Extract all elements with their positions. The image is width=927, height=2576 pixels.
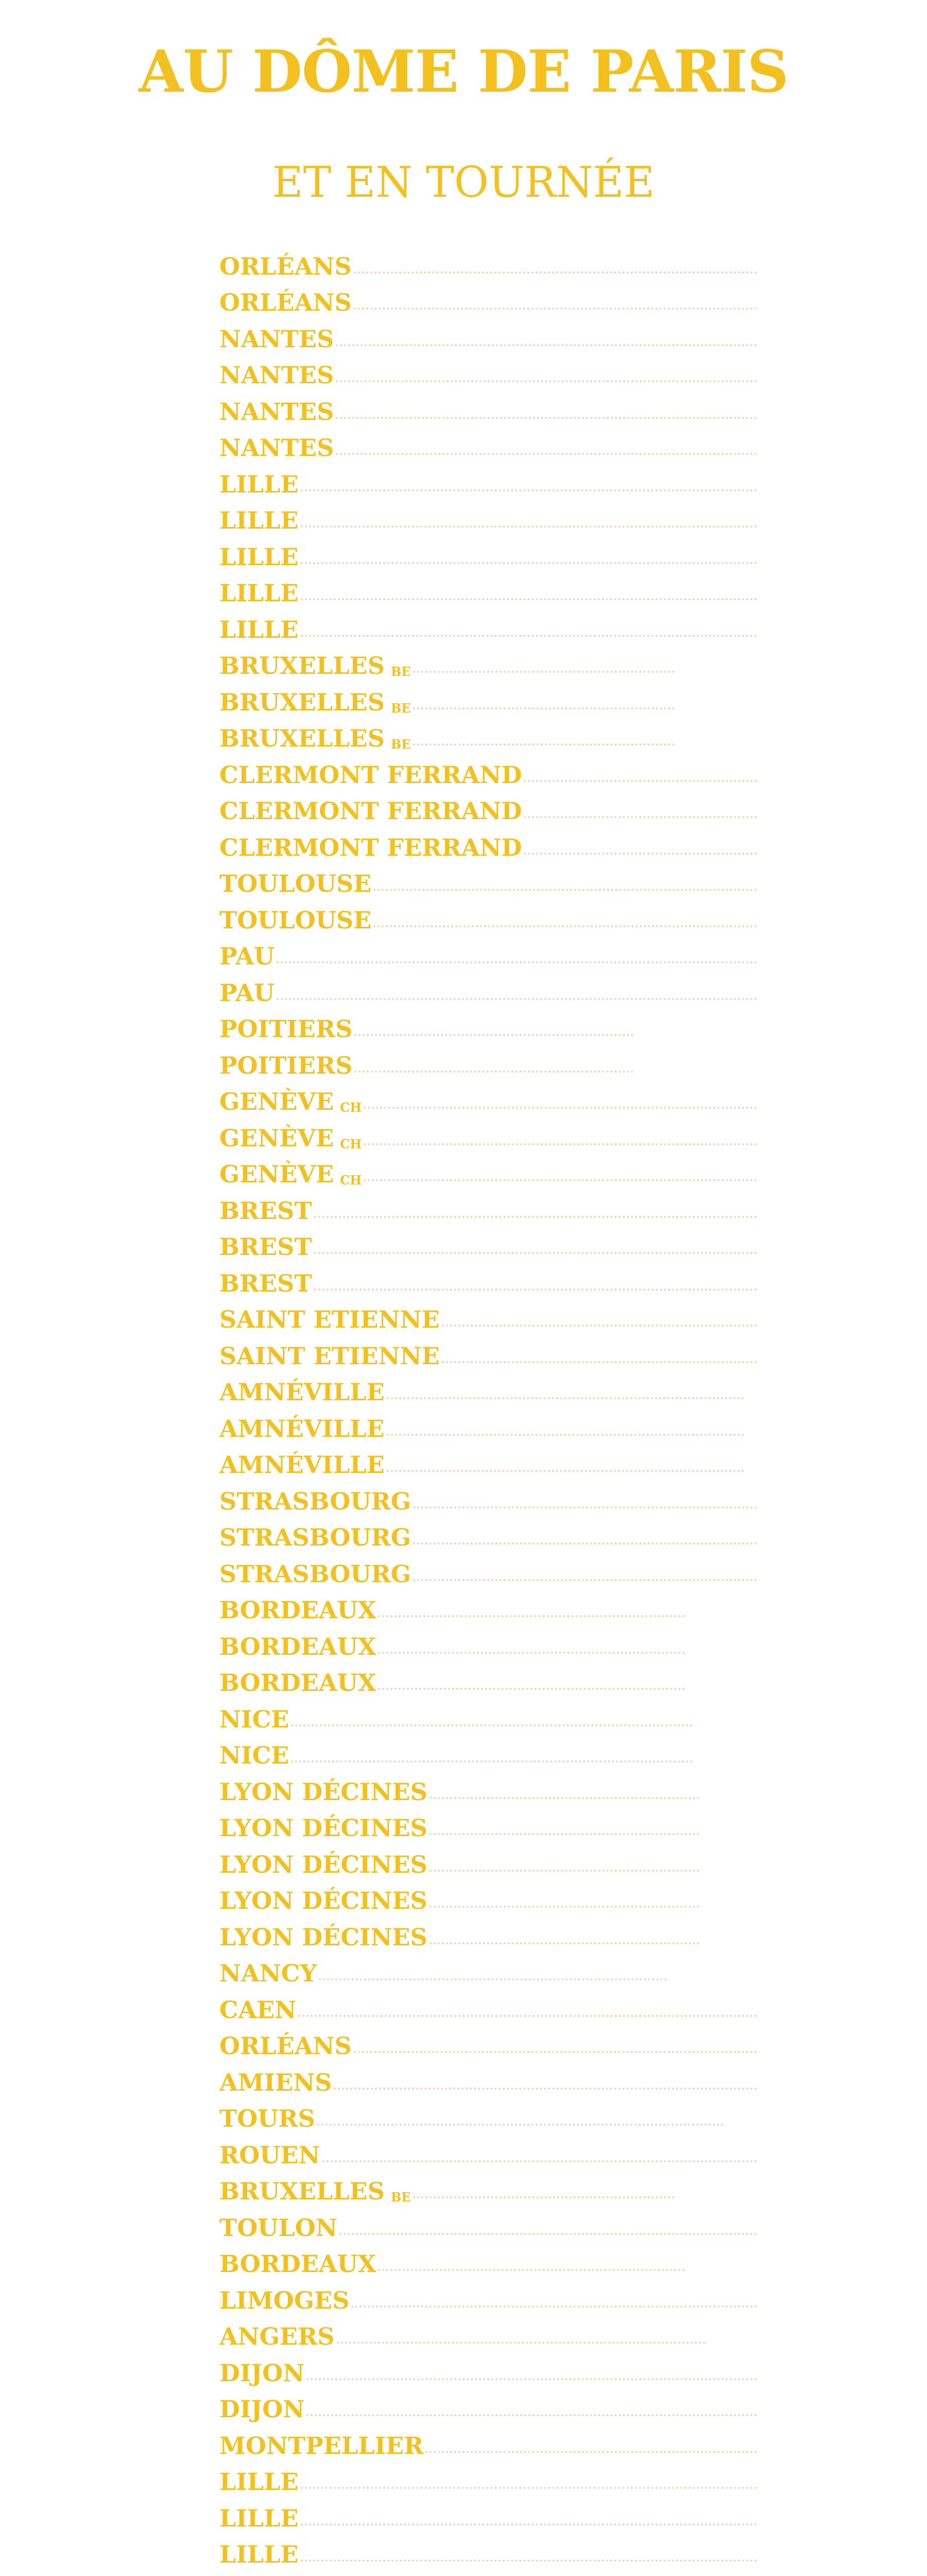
dotted-leader [378, 1652, 685, 1654]
city-name: MONTPELLIER [219, 2431, 424, 2460]
tour-date-row [219, 574, 760, 611]
dotted-leader [291, 1760, 693, 1762]
city-name: DIJON [219, 2395, 305, 2423]
tour-date-row [219, 1301, 760, 1337]
dotted-leader [336, 417, 757, 419]
city-name: TOURS [219, 2105, 315, 2132]
city-name: CLERMONT FERRAND [219, 760, 522, 789]
city-name: LYON DÉCINES [219, 1850, 427, 1878]
tour-date-row [219, 320, 760, 357]
dotted-leader [354, 2051, 757, 2053]
dotted-leader [301, 489, 757, 492]
city-name: ANGERS [219, 2323, 335, 2350]
tour-date-row [219, 1773, 760, 1809]
tour-date-row [219, 538, 760, 574]
city-name: LILLE [219, 2540, 299, 2568]
tour-date-row [219, 2354, 760, 2391]
tour-date-row [219, 1519, 760, 1555]
country-code: BE [390, 2190, 411, 2205]
dotted-leader [413, 1506, 757, 1509]
country-code: BE [390, 700, 411, 716]
dotted-leader [337, 2342, 706, 2344]
dotted-leader [413, 707, 675, 709]
city-name: BRUXELLES [219, 724, 385, 752]
tour-date-row [219, 1264, 760, 1301]
city-name: BORDEAUX [219, 1632, 376, 1660]
tour-date-row [219, 1955, 760, 1991]
dotted-leader [430, 1942, 699, 1944]
tour-date-row [219, 2100, 760, 2137]
city-name: BORDEAUX [219, 1669, 376, 1697]
tour-date-row [219, 865, 760, 902]
dotted-leader [364, 1107, 757, 1109]
city-name: CAEN [219, 1995, 297, 2024]
tour-date-row [219, 2427, 760, 2463]
tour-date-row [219, 2318, 760, 2354]
tour-date-row [219, 2499, 760, 2536]
tour-date-row [219, 2173, 760, 2209]
city-name: LILLE [219, 543, 299, 571]
tour-date-row [219, 1882, 760, 1919]
tour-date-row [219, 1991, 760, 2027]
dotted-leader [430, 1797, 699, 1799]
city-name: TOULOUSE [219, 870, 372, 897]
dotted-leader [430, 1870, 699, 1872]
city-name: NICE [219, 1741, 289, 1769]
city-name: POITIERS [219, 1051, 353, 1079]
city-name: TOULOUSE [219, 906, 372, 934]
city-name: POITIERS [219, 1015, 353, 1043]
city-name: SAINT ETIENNE [219, 1306, 440, 1333]
dotted-leader [291, 1724, 693, 1726]
tour-date-row [219, 429, 760, 466]
dotted-leader [387, 1470, 744, 1472]
city-name: PAU [219, 942, 275, 970]
tour-date-row [219, 1845, 760, 1882]
city-name: BRUXELLES [219, 652, 385, 680]
dotted-leader [314, 1252, 757, 1254]
city-name: STRASBOURG [219, 1487, 411, 1515]
dotted-leader [373, 889, 757, 891]
dotted-leader [364, 1143, 757, 1145]
city-name: LILLE [219, 470, 299, 498]
tour-date-row [219, 1156, 760, 1192]
tour-date-row [219, 1228, 760, 1265]
tour-date-row [219, 2391, 760, 2427]
dotted-leader [524, 780, 757, 782]
dotted-leader [387, 1434, 744, 1436]
city-name: CLERMONT FERRAND [219, 833, 522, 861]
tour-date-row [219, 901, 760, 938]
city-name: DIJON [219, 2359, 305, 2387]
city-name: BORDEAUX [219, 1596, 376, 1624]
country-code: CH [340, 1136, 362, 1151]
dotted-leader [430, 1906, 699, 1908]
country-code: CH [340, 1173, 362, 1188]
tour-date-row [219, 1664, 760, 1701]
dotted-leader [336, 380, 757, 382]
tour-date-row [219, 2027, 760, 2064]
tour-date-row [219, 2209, 760, 2245]
city-name: GENÈVE [219, 1160, 334, 1188]
dotted-leader [378, 2269, 685, 2271]
city-name: AMIENS [219, 2068, 332, 2096]
dotted-leader [378, 1615, 685, 1617]
dotted-leader [354, 308, 757, 310]
dotted-leader [336, 453, 757, 455]
country-code: BE [390, 664, 411, 679]
dotted-leader [298, 2015, 757, 2017]
dotted-leader [301, 635, 757, 637]
tour-date-row [219, 2136, 760, 2173]
city-name: ORLÉANS [219, 289, 352, 316]
city-name: LYON DÉCINES [219, 1887, 427, 1914]
dotted-leader [301, 526, 757, 528]
tour-date-row [219, 1010, 760, 1047]
tour-date-list [219, 247, 760, 2576]
tour-date-row [219, 938, 760, 974]
tour-date-row [219, 1192, 760, 1228]
city-name: NICE [219, 1705, 289, 1733]
tour-date-row [219, 1628, 760, 1664]
dotted-leader [413, 1543, 757, 1545]
dotted-leader [387, 1397, 744, 1399]
tour-date-row [219, 756, 760, 792]
city-name: ORLÉANS [219, 252, 352, 280]
dotted-leader [339, 2233, 757, 2235]
city-name: CLERMONT FERRAND [219, 797, 522, 825]
dotted-leader [354, 272, 757, 274]
tour-date-row [219, 2281, 760, 2318]
dotted-leader [354, 1034, 633, 1036]
tour-date-row [219, 1119, 760, 1156]
dotted-leader [524, 853, 757, 855]
tour-date-row [219, 647, 760, 684]
tour-date-row [219, 1374, 760, 1410]
tour-date-row [219, 1083, 760, 1120]
tour-date-row [219, 1700, 760, 1737]
tour-date-row [219, 1737, 760, 1773]
tour-date-row [219, 1918, 760, 1955]
city-name: BORDEAUX [219, 2250, 376, 2278]
tour-date-row [219, 2572, 760, 2576]
tour-date-row [219, 393, 760, 429]
city-name: STRASBOURG [219, 1560, 411, 1588]
dotted-leader [354, 1071, 633, 1073]
dotted-leader [413, 1579, 757, 1581]
dotted-leader [413, 2196, 675, 2198]
dotted-leader [314, 1216, 757, 1218]
city-name: BREST [219, 1233, 312, 1261]
dotted-leader [378, 1688, 685, 1690]
tour-date-row [219, 2063, 760, 2100]
city-name: NANCY [219, 1959, 317, 1987]
tour-date-row [219, 1809, 760, 1846]
city-name: AMNÉVILLE [219, 1378, 385, 1406]
tour-date-row [219, 720, 760, 756]
tour-date-row [219, 974, 760, 1010]
tour-date-row [219, 2536, 760, 2572]
city-name: LYON DÉCINES [219, 1777, 427, 1806]
city-name: GENÈVE [219, 1088, 334, 1115]
tour-date-row [219, 1591, 760, 1628]
city-name: AMNÉVILLE [219, 1414, 385, 1443]
city-name: LILLE [219, 2504, 299, 2532]
tour-date-row [219, 1337, 760, 1374]
page-subtitle: ET EN TOURNÉE [272, 158, 655, 207]
dotted-leader [277, 998, 757, 1000]
tour-date-row [219, 683, 760, 720]
dotted-leader [413, 743, 675, 745]
tour-date-row [219, 792, 760, 829]
dotted-leader [301, 2560, 757, 2562]
tour-date-row [219, 1555, 760, 1591]
dotted-leader [334, 2088, 757, 2090]
city-name: LILLE [219, 579, 299, 607]
city-name: BREST [219, 1196, 312, 1225]
city-name: ROUEN [219, 2141, 320, 2169]
dotted-leader [306, 2414, 757, 2416]
dotted-leader [314, 1289, 757, 1291]
dotted-leader [413, 671, 675, 673]
city-name: BREST [219, 1269, 312, 1297]
city-name: ORLÉANS [219, 2032, 352, 2060]
dotted-leader [364, 1179, 757, 1181]
dotted-leader [336, 344, 757, 346]
page-title: AU DÔME DE PARIS [139, 38, 788, 106]
city-name: SAINT ETIENNE [219, 1342, 440, 1370]
city-name: LYON DÉCINES [219, 1923, 427, 1951]
dotted-leader [301, 2487, 757, 2489]
city-name: LYON DÉCINES [219, 1814, 427, 1842]
city-name: NANTES [219, 397, 334, 426]
dotted-leader [524, 816, 757, 818]
city-name: TOULON [219, 2213, 337, 2242]
dotted-leader [317, 2124, 724, 2126]
dotted-leader [430, 1833, 699, 1835]
dotted-leader [319, 1978, 667, 1980]
dotted-leader [301, 2523, 757, 2526]
dotted-leader [373, 925, 757, 927]
city-name: BRUXELLES [219, 2177, 385, 2205]
city-name: PAU [219, 978, 275, 1007]
tour-date-row [219, 1446, 760, 1483]
country-code: BE [390, 737, 411, 752]
city-name: LIMOGES [219, 2286, 350, 2314]
dotted-leader [301, 562, 757, 564]
dotted-leader [442, 1325, 757, 1327]
city-name: NANTES [219, 361, 334, 389]
tour-date-row [219, 357, 760, 393]
tour-date-row [219, 2245, 760, 2282]
tour-date-row [219, 284, 760, 320]
city-name: STRASBOURG [219, 1523, 411, 1551]
dotted-leader [351, 2306, 757, 2308]
tour-date-row [219, 465, 760, 502]
dotted-leader [277, 961, 757, 963]
country-code: CH [340, 1100, 362, 1115]
city-name: GENÈVE [219, 1124, 334, 1152]
city-name: BRUXELLES [219, 688, 385, 716]
city-name: LILLE [219, 2468, 299, 2496]
tour-date-row [219, 247, 760, 284]
city-name: LILLE [219, 615, 299, 643]
tour-date-row [219, 611, 760, 647]
tour-date-row [219, 828, 760, 865]
city-name: AMNÉVILLE [219, 1451, 385, 1479]
tour-date-row [219, 502, 760, 538]
dotted-leader [425, 2451, 757, 2453]
dotted-leader [322, 2160, 757, 2162]
tour-date-row [219, 1410, 760, 1446]
dotted-leader [301, 598, 757, 600]
dotted-leader [306, 2378, 757, 2380]
dotted-leader [442, 1361, 757, 1363]
tour-date-row [219, 2463, 760, 2500]
city-name: LILLE [219, 506, 299, 534]
tour-date-row [219, 1482, 760, 1519]
tour-date-row [219, 1046, 760, 1083]
city-name: NANTES [219, 434, 334, 462]
city-name: NANTES [219, 325, 334, 353]
